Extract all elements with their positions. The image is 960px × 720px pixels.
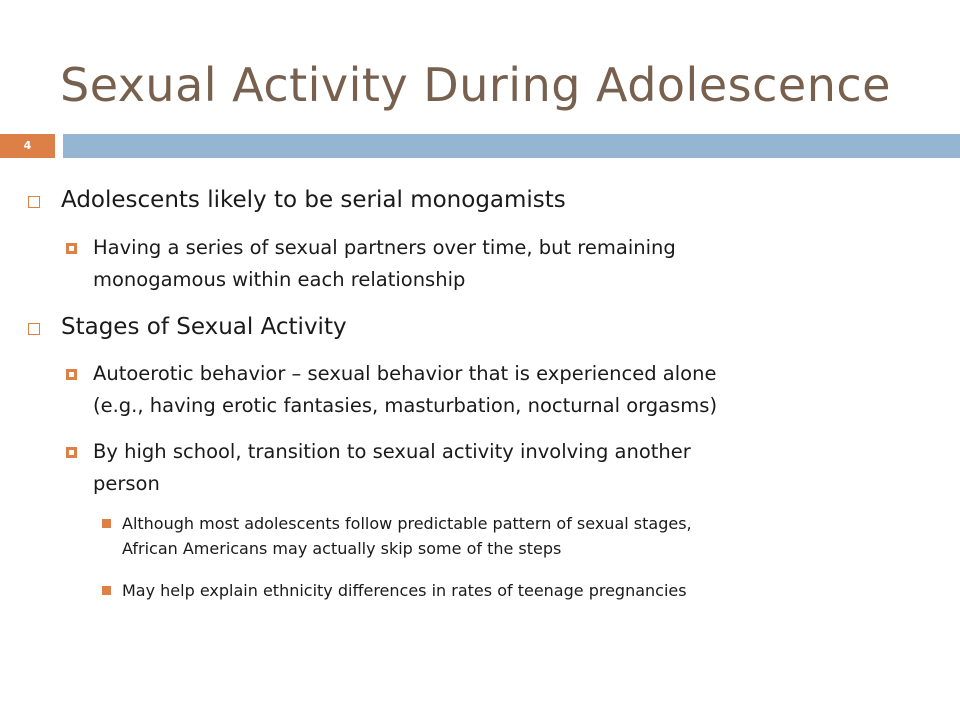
title-rule-bar xyxy=(63,134,960,158)
bullet-text: Stages of Sexual Activity xyxy=(61,314,347,340)
bullet-text: Adolescents likely to be serial monogamists xyxy=(61,187,566,213)
page-number-badge: 4 xyxy=(0,134,55,158)
sub-bullet-line: monogamous within each relationship xyxy=(93,268,466,291)
sub-bullet-line: By high school, transition to sexual activity involving another xyxy=(93,440,691,463)
sub-sub-bullet-line: May help explain ethnicity differences in rates of teenage pregnancies xyxy=(122,581,687,600)
square-bullet-icon xyxy=(102,519,111,528)
slide-title: Sexual Activity During Adolescence xyxy=(60,58,891,112)
framed-square-bullet-icon xyxy=(66,369,77,380)
square-bullet-icon xyxy=(102,586,111,595)
framed-square-bullet-icon xyxy=(66,243,77,254)
framed-square-bullet-icon xyxy=(66,447,77,458)
sub-bullet-line: (e.g., having erotic fantasies, masturbation, nocturnal orgasms) xyxy=(93,394,718,417)
sub-sub-bullet-line: African Americans may actually skip some of the steps xyxy=(122,539,562,558)
sub-sub-bullet-line: Although most adolescents follow predictable pattern of sexual stages, xyxy=(122,514,692,533)
sub-bullet-line: Autoerotic behavior – sexual behavior that is experienced alone xyxy=(93,362,717,385)
hollow-square-bullet-icon xyxy=(28,323,40,335)
sub-bullet-line: Having a series of sexual partners over time, but remaining xyxy=(93,236,676,259)
sub-bullet-line: person xyxy=(93,472,160,495)
hollow-square-bullet-icon xyxy=(28,196,40,208)
